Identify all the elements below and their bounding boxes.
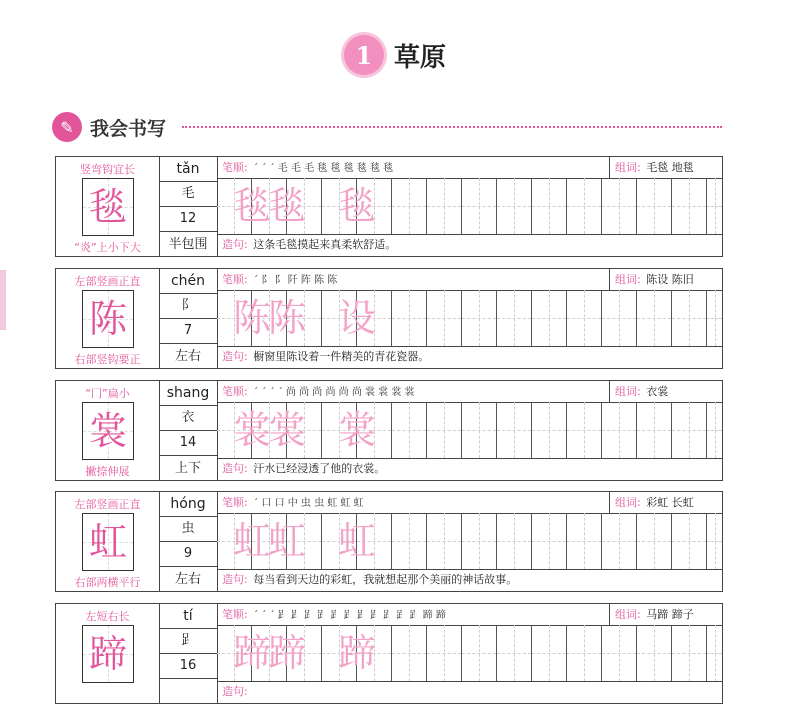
example-sentence: 橱窗里陈设着一件精美的青花瓷器。 xyxy=(253,350,430,363)
practice-cell[interactable] xyxy=(497,178,532,234)
example-sentence: 汗水已经浸透了他的衣裳。 xyxy=(253,462,386,475)
practice-cell[interactable] xyxy=(567,625,602,681)
word-group: 陈设 陈旧 xyxy=(646,273,694,286)
practice-cell[interactable] xyxy=(252,178,306,234)
practice-cell[interactable] xyxy=(322,513,376,569)
stroke-label: 笔顺: xyxy=(222,161,248,174)
practice-cell[interactable] xyxy=(252,290,306,346)
model-character: 蹄 xyxy=(88,632,127,676)
practice-cell[interactable] xyxy=(392,625,427,681)
word-group-area xyxy=(610,604,722,625)
words-label: 组词: xyxy=(615,385,641,398)
stroke-count: 9 xyxy=(159,542,217,567)
model-character: 陈 xyxy=(88,297,127,341)
practice-char: 虹 xyxy=(232,519,271,563)
stroke-order-area xyxy=(217,604,610,625)
practice-cell[interactable] xyxy=(427,178,462,234)
sentence-label: 造句: xyxy=(222,573,248,586)
words-label: 组词: xyxy=(615,608,641,621)
lesson-number-badge: 1 xyxy=(344,35,384,75)
practice-cell[interactable] xyxy=(392,290,427,346)
section-title: 我会书写 xyxy=(90,118,167,140)
stroke-label: 笔顺: xyxy=(222,608,248,621)
practice-char xyxy=(672,625,742,681)
character-card xyxy=(55,156,723,257)
stroke-order-area xyxy=(217,381,610,402)
character-panel xyxy=(56,492,160,591)
practice-cell[interactable] xyxy=(287,290,322,346)
word-group: 毛毯 地毯 xyxy=(646,161,694,174)
practice-cell[interactable] xyxy=(427,513,462,569)
practice-cell[interactable] xyxy=(252,402,306,458)
lesson-header xyxy=(0,30,790,80)
practice-cell[interactable] xyxy=(217,625,271,681)
sentence-label: 造句: xyxy=(222,685,248,698)
pencil-badge-icon: ✎ xyxy=(52,112,82,142)
pinyin: shang xyxy=(159,381,217,406)
practice-cell[interactable] xyxy=(357,178,392,234)
practice-cell[interactable] xyxy=(287,513,322,569)
pinyin: chén xyxy=(159,269,217,294)
practice-cell[interactable] xyxy=(322,178,376,234)
structure: 左右 xyxy=(174,572,201,587)
character-box xyxy=(82,178,134,236)
sentence-row xyxy=(217,681,722,703)
practice-char xyxy=(672,178,742,234)
sentence-label: 造句: xyxy=(222,238,248,251)
practice-cell[interactable] xyxy=(217,513,271,569)
words-label: 组词: xyxy=(615,496,641,509)
practice-cell[interactable] xyxy=(532,290,567,346)
practice-cell[interactable] xyxy=(497,513,532,569)
practice-cell[interactable] xyxy=(637,178,672,234)
practice-char: 陈 xyxy=(267,296,306,340)
practice-cell[interactable] xyxy=(392,513,427,569)
practice-char: 毯 xyxy=(232,184,271,228)
radical: 𧾷 xyxy=(159,629,217,654)
practice-grid xyxy=(217,402,722,459)
practice-cell[interactable] xyxy=(567,402,602,458)
practice-char: 蹄 xyxy=(337,631,376,675)
stroke-order: ˊ ˊ ˊ ˊ 尚 尚 尚 尚 尚 尚 裳 裳 裳 裳 xyxy=(253,387,415,398)
practice-char xyxy=(672,290,742,346)
practice-cell[interactable] xyxy=(217,290,271,346)
writing-tip-bottom: 撇捺伸展 xyxy=(85,465,130,478)
writing-tip-top: 竖弯钩宜长 xyxy=(80,163,135,176)
practice-cell[interactable] xyxy=(602,402,637,458)
stroke-order-area xyxy=(217,492,610,513)
structure: 左右 xyxy=(174,349,201,364)
practice-cell[interactable] xyxy=(532,513,567,569)
stroke-label: 笔顺: xyxy=(222,496,248,509)
character-panel xyxy=(56,157,160,256)
practice-cell[interactable] xyxy=(252,513,306,569)
sentence-label: 造句: xyxy=(222,462,248,475)
word-group-area xyxy=(610,157,722,178)
practice-char: 裳 xyxy=(267,408,306,452)
stroke-order-area xyxy=(217,157,610,178)
practice-cell[interactable] xyxy=(252,625,306,681)
character-info xyxy=(159,381,218,480)
writing-tip-top: “冂”扁小 xyxy=(85,387,130,400)
stroke-order: ˊ ˊ ˊ 毛 毛 毛 毯 毯 毯 毯 毯 毯 xyxy=(253,163,394,174)
words-label: 组词: xyxy=(615,161,641,174)
practice-cell[interactable] xyxy=(602,178,637,234)
character-info xyxy=(159,269,218,368)
stroke-order: ˊ ˊ ˊ 𧾷 𧾷 𧾷 𧾷 𧾷 𧾷 𧾷 𧾷 𧾷 𧾷 𧾷 蹄 蹄 xyxy=(253,610,446,621)
practice-cell[interactable] xyxy=(217,402,271,458)
practice-grid xyxy=(217,625,722,682)
practice-cell[interactable] xyxy=(287,625,322,681)
practice-cell[interactable] xyxy=(602,513,637,569)
character-box xyxy=(82,290,134,348)
radical: 阝 xyxy=(159,294,217,319)
structure: 上下 xyxy=(174,461,201,476)
practice-cell[interactable] xyxy=(672,402,707,458)
sentence-row xyxy=(217,234,722,256)
stroke-count: 7 xyxy=(159,319,217,344)
character-card xyxy=(55,603,723,704)
practice-cell[interactable] xyxy=(497,402,532,458)
stroke-count: 12 xyxy=(159,207,217,232)
character-info xyxy=(159,604,218,703)
practice-cell[interactable] xyxy=(637,625,672,681)
practice-char: 毯 xyxy=(337,184,376,228)
word-group: 衣裳 xyxy=(646,385,669,398)
word-group-area xyxy=(610,492,722,513)
structure: 半包围 xyxy=(168,237,208,252)
practice-cell[interactable] xyxy=(392,402,427,458)
section-header xyxy=(52,110,722,146)
practice-cell[interactable] xyxy=(357,625,392,681)
radical: 衣 xyxy=(159,406,217,431)
model-character: 裳 xyxy=(88,409,127,453)
stroke-order-row xyxy=(217,269,722,291)
stroke-label: 笔顺: xyxy=(222,385,248,398)
character-box xyxy=(82,513,134,571)
practice-cell[interactable] xyxy=(462,178,497,234)
practice-cell[interactable] xyxy=(637,402,672,458)
practice-cell[interactable] xyxy=(427,402,462,458)
structure xyxy=(159,679,217,705)
practice-char xyxy=(672,513,742,569)
character-card xyxy=(55,268,723,369)
practice-cell[interactable] xyxy=(462,625,497,681)
practice-cell[interactable] xyxy=(357,290,392,346)
character-panel xyxy=(56,604,160,703)
radical: 虫 xyxy=(159,517,217,542)
practice-cell[interactable] xyxy=(322,625,376,681)
practice-cell[interactable] xyxy=(602,625,637,681)
character-info xyxy=(159,492,218,591)
practice-cell[interactable] xyxy=(462,402,497,458)
pinyin: tǎn xyxy=(159,157,217,182)
practice-cell[interactable] xyxy=(672,290,707,346)
radical: 毛 xyxy=(159,182,217,207)
practice-cell[interactable] xyxy=(462,290,497,346)
practice-cell[interactable] xyxy=(497,290,532,346)
sentence-row xyxy=(217,458,722,480)
stroke-order: ˊ 口 口 中 虫 虫 虹 虹 虹 xyxy=(253,498,364,509)
practice-char xyxy=(672,402,742,458)
stroke-order: ˊ 阝 阝 阡 阵 陈 陈 xyxy=(253,275,338,286)
practice-cell[interactable] xyxy=(637,290,672,346)
practice-cell[interactable] xyxy=(217,178,271,234)
practice-cell[interactable] xyxy=(427,290,462,346)
practice-cell[interactable] xyxy=(567,513,602,569)
sentence-row xyxy=(217,569,722,591)
practice-cell[interactable] xyxy=(637,513,672,569)
section-divider xyxy=(182,126,722,128)
practice-cell[interactable] xyxy=(392,178,427,234)
stroke-order-row xyxy=(217,492,722,514)
writing-tip-bottom: “炎”上小下大 xyxy=(74,241,141,254)
stroke-count: 14 xyxy=(159,431,217,456)
page-edge-mark xyxy=(0,270,6,330)
practice-cell[interactable] xyxy=(567,290,602,346)
practice-char: 陈 xyxy=(232,296,271,340)
writing-tip-top: 左短右长 xyxy=(85,610,130,623)
model-character: 虹 xyxy=(88,520,127,564)
practice-cell[interactable] xyxy=(532,625,567,681)
lesson-title: 草原 xyxy=(393,42,446,73)
practice-cell[interactable] xyxy=(497,625,532,681)
character-box xyxy=(82,625,134,683)
practice-cell[interactable] xyxy=(357,513,392,569)
practice-char: 设 xyxy=(337,296,376,340)
practice-cell[interactable] xyxy=(672,513,707,569)
word-group: 彩虹 长虹 xyxy=(646,496,694,509)
practice-cell[interactable] xyxy=(357,402,392,458)
practice-cell[interactable] xyxy=(322,402,376,458)
practice-cell[interactable] xyxy=(672,178,707,234)
practice-cell[interactable] xyxy=(532,178,567,234)
words-label: 组词: xyxy=(615,273,641,286)
practice-char: 裳 xyxy=(337,408,376,452)
pinyin: hóng xyxy=(159,492,217,517)
practice-cell[interactable] xyxy=(462,513,497,569)
stroke-order-area xyxy=(217,269,610,290)
stroke-order-row xyxy=(217,604,722,626)
practice-cell[interactable] xyxy=(427,625,462,681)
practice-cell[interactable] xyxy=(287,178,322,234)
practice-cell[interactable] xyxy=(602,290,637,346)
practice-grid xyxy=(217,178,722,235)
sentence-row xyxy=(217,346,722,368)
practice-grid xyxy=(217,290,722,347)
writing-tip-bottom: 右部两横平行 xyxy=(74,576,141,589)
practice-char: 虹 xyxy=(267,519,306,563)
practice-cell[interactable] xyxy=(672,625,707,681)
character-card xyxy=(55,491,723,592)
writing-tip-bottom: 右部竖钩要正 xyxy=(74,353,141,366)
character-panel xyxy=(56,381,160,480)
stroke-count: 16 xyxy=(159,654,217,679)
stroke-order-row xyxy=(217,381,722,403)
practice-char: 毯 xyxy=(267,184,306,228)
character-card xyxy=(55,380,723,481)
practice-char: 蹄 xyxy=(267,631,306,675)
character-box xyxy=(82,402,134,460)
stroke-order-row xyxy=(217,157,722,179)
practice-char: 虹 xyxy=(337,519,376,563)
model-character: 毯 xyxy=(88,185,127,229)
word-group-area xyxy=(610,381,722,402)
character-panel xyxy=(56,269,160,368)
sentence-label: 造句: xyxy=(222,350,248,363)
example-sentence: 这条毛毯摸起来真柔软舒适。 xyxy=(253,238,397,251)
word-group-area xyxy=(610,269,722,290)
writing-tip-top: 左部竖画正直 xyxy=(74,498,141,511)
practice-cell[interactable] xyxy=(322,290,376,346)
pinyin: tí xyxy=(159,604,217,629)
practice-cell[interactable] xyxy=(567,178,602,234)
practice-char: 裳 xyxy=(232,408,271,452)
practice-cell[interactable] xyxy=(532,402,567,458)
word-group: 马蹄 蹄子 xyxy=(646,608,694,621)
stroke-label: 笔顺: xyxy=(222,273,248,286)
writing-tip-top: 左部竖画正直 xyxy=(74,275,141,288)
example-sentence: 每当看到天边的彩虹，我就想起那个美丽的神话故事。 xyxy=(253,573,518,586)
practice-cell[interactable] xyxy=(287,402,322,458)
practice-grid xyxy=(217,513,722,570)
character-info xyxy=(159,157,218,256)
practice-char: 蹄 xyxy=(232,631,271,675)
